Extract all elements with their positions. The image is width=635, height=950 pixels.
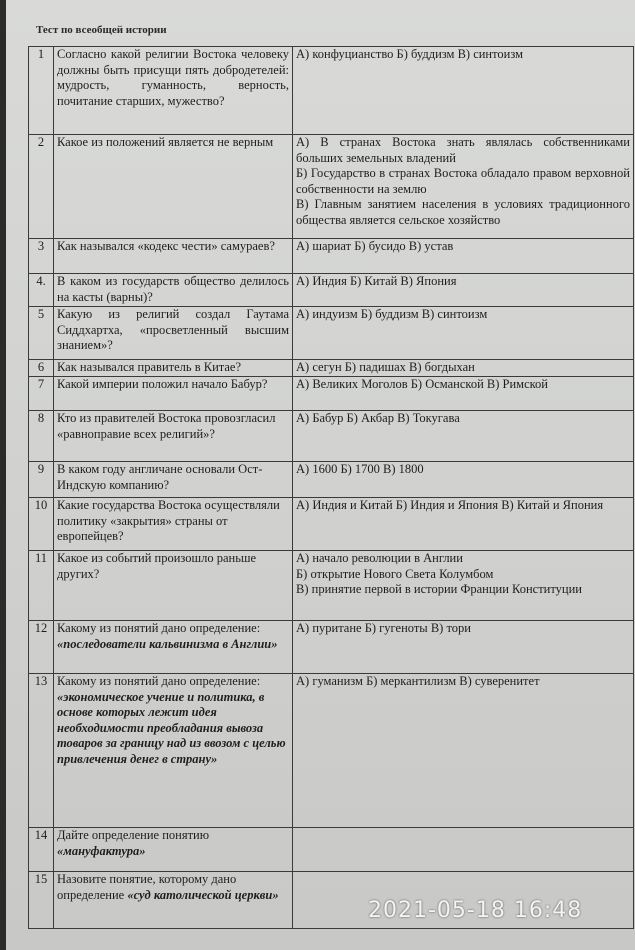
question-text: Какую из религий создал Гаутама Сиддхартха, «просветленный высшим знанием»? — [54, 307, 293, 360]
answer-options — [293, 828, 634, 872]
question-prompt: Назовите понятие, которому дано определение — [57, 872, 237, 902]
answer-option: Б) Государство в странах Востока обладало правом верховной собственности на землю — [296, 166, 630, 196]
table-row — [29, 551, 634, 621]
answer-option: Б) открытие Нового Света Колумбом — [296, 566, 494, 581]
question-text: Какое из событий произошло раньше других? — [54, 551, 293, 621]
question-text: В каком году англичане основали Ост-Индскую компанию? — [54, 462, 293, 498]
question-term: «последователи кальвинизма в Англии» — [57, 636, 278, 651]
answer-options — [293, 621, 634, 674]
answer-options — [293, 498, 634, 551]
question-number: 4. — [29, 274, 54, 307]
table-row — [29, 307, 634, 360]
answer-option: А) В странах Востока знать являлась собственниками больших земельных владений — [296, 135, 630, 165]
answer-options — [293, 135, 634, 239]
table-row — [29, 674, 634, 828]
question-number: 14 — [29, 828, 54, 872]
answer-option: В) принятие первой в истории Франции Конституции — [296, 582, 582, 596]
answer-option: А) Бабур Б) Акбар В) Токугава — [296, 411, 460, 425]
answer-options — [293, 462, 634, 498]
answer-options — [293, 307, 634, 360]
test-table — [28, 46, 634, 929]
table-row — [29, 462, 634, 498]
question-number: 13 — [29, 674, 54, 828]
question-prompt: Дайте определение понятию — [57, 828, 210, 842]
answer-option: А) начало революции в Англии — [296, 551, 463, 565]
question-prompt: Какому из понятий дано определение: — [57, 674, 261, 688]
question-number: 12 — [29, 621, 54, 674]
answer-options — [293, 360, 634, 377]
answer-option: В) Главным занятием населения в условиях традиционного общества является сельское хозяйство — [296, 197, 630, 227]
answer-options — [293, 551, 634, 621]
answer-options — [293, 377, 634, 411]
question-text: Какое из положений является не верным — [54, 135, 293, 239]
answer-option: А) шариат Б) бусидо В) устав — [296, 239, 454, 253]
table-row — [29, 360, 634, 377]
question-number: 10 — [29, 498, 54, 551]
question-number: 15 — [29, 872, 54, 929]
answer-options — [293, 274, 634, 307]
question-text: Как назывался правитель в Китае? — [54, 360, 293, 377]
question-term: «мануфактура» — [57, 843, 146, 858]
table-row — [29, 239, 634, 274]
question-text: Какие государства Востока осуществляли политику «закрытия» страны от европейцев? — [54, 498, 293, 551]
answer-option: А) гуманизм Б) меркантилизм В) суверенитет — [296, 674, 540, 688]
question-number: 2 — [29, 135, 54, 239]
question-number: 7 — [29, 377, 54, 411]
test-title: Тест по всеобщей истории — [36, 24, 167, 36]
answer-option: А) Великих Моголов Б) Османской В) Римской — [296, 377, 548, 391]
question-prompt: Какому из понятий дано определение: — [57, 621, 261, 635]
question-number: 5 — [29, 307, 54, 360]
table-row — [29, 274, 634, 307]
answer-option: А) 1600 Б) 1700 В) 1800 — [296, 462, 424, 476]
question-number: 9 — [29, 462, 54, 498]
question-text — [54, 828, 293, 872]
photo-timestamp: 2021-05-18 16:48 — [368, 898, 583, 923]
table-row — [29, 621, 634, 674]
answer-options — [293, 47, 634, 135]
question-number: 6 — [29, 360, 54, 377]
question-term: «экономическое учение и политика, в основе которых лежит идея необходимости преобладания вывоза товаров за границу над из ввозом с целью привлечения денег в страну» — [57, 689, 286, 766]
question-term: «суд католической церкви» — [127, 887, 279, 902]
table-row — [29, 828, 634, 872]
answer-option: А) пуритане Б) гугеноты В) тори — [296, 621, 471, 635]
answer-options — [293, 239, 634, 274]
answer-option: А) Индия и Китай Б) Индия и Япония В) Китай и Япония — [296, 498, 604, 512]
question-number: 3 — [29, 239, 54, 274]
question-number: 1 — [29, 47, 54, 135]
table-row — [29, 377, 634, 411]
answer-options — [293, 411, 634, 462]
question-text: Как назывался «кодекс чести» самураев? — [54, 239, 293, 274]
question-text: В каком из государств общество делилось на касты (варны)? — [54, 274, 293, 307]
answer-option: А) индуизм Б) буддизм В) синтоизм — [296, 307, 488, 321]
question-number: 8 — [29, 411, 54, 462]
table-row — [29, 411, 634, 462]
question-text: Кто из правителей Востока провозгласил «равноправие всех религий»? — [54, 411, 293, 462]
table-row — [29, 135, 634, 239]
question-text — [54, 674, 293, 828]
question-text — [54, 621, 293, 674]
answer-options — [293, 674, 634, 828]
question-text — [54, 872, 293, 929]
table-row — [29, 47, 634, 135]
table-row — [29, 498, 634, 551]
answer-option: А) конфуцианство Б) буддизм В) синтоизм — [296, 47, 524, 61]
paper-sheet — [6, 0, 635, 950]
question-text: Какой империи положил начало Бабур? — [54, 377, 293, 411]
question-text: Согласно какой религии Востока человеку должны быть присущи пять добродетелей: мудрость, гуманность, верность, почитание старших, мужество? — [54, 47, 293, 135]
question-number: 11 — [29, 551, 54, 621]
answer-option: А) сегун Б) падишах В) богдыхан — [296, 360, 475, 374]
answer-option: А) Индия Б) Китай В) Япония — [296, 274, 457, 288]
